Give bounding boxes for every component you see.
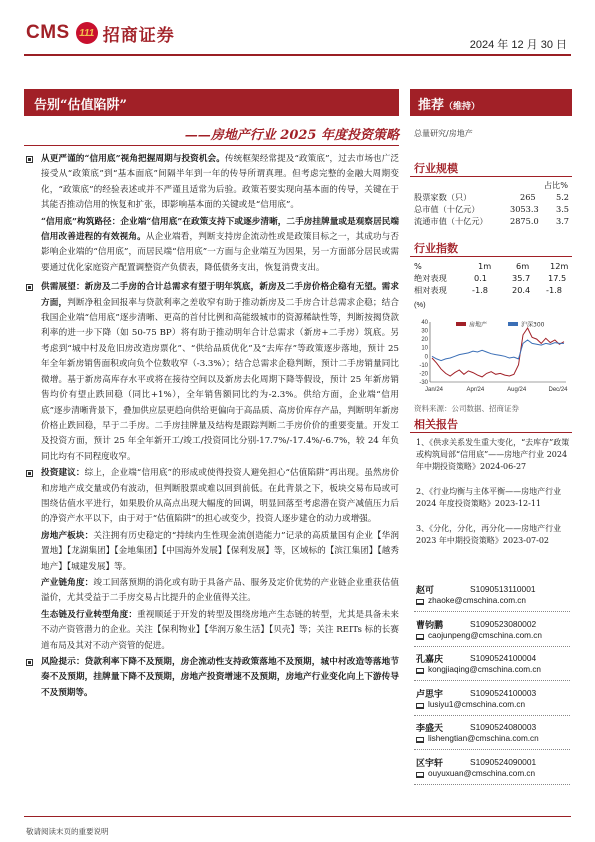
basic-header-row <box>414 180 570 192</box>
logo-badge-icon: 111 <box>76 22 98 44</box>
paragraph-text: 传统框架经常提及“政策底”，过去市场也广泛接受从“政策底”到“基本面底”间隔半年到一年的传导所谓真理。但考虑完整的金融大周期变化，“政策底”的经验表述或并不严谨且适常为后验。政策若要实现向基本面的传导，关键在于其能否推动信用的恢复和扩张，即影响基本面的关键或是“信用底”。 <box>41 154 400 211</box>
analyst-email[interactable]: kongjiaqing@cmschina.com.cn <box>428 665 541 674</box>
perf-row <box>414 285 570 297</box>
perf-header: 12m <box>550 261 569 271</box>
analyst-divider <box>414 646 570 647</box>
paragraph-supply-demand <box>26 280 399 465</box>
basic-row-pct: 3.7 <box>556 216 570 226</box>
chart-y-tick-label: 40 <box>421 320 428 326</box>
chart-series-line-1 <box>432 340 564 361</box>
mail-icon <box>416 634 424 640</box>
mail-icon <box>416 668 424 674</box>
section-title-reports: 相关报告 <box>414 418 458 431</box>
research-category: 总量研究/房地产 <box>414 129 473 138</box>
paragraph-credit-path <box>26 215 399 277</box>
mail-icon <box>416 703 424 709</box>
bullet-icon <box>26 659 33 666</box>
related-report-item[interactable]: 2、《行业均衡与主体平衡——房地产行业 2024 年度投资策略》2023-12-11 <box>416 487 562 509</box>
paragraph-text: 判断净租金回报率与贷款利率之差收窄有助于推动新房及二手房合计总需求企稳；结合我国企业端“信用底”逐步清晰、更高的首付比例和高能级城市的资源稀缺性等，判断按揭贷款利率的进一步下降（如 50-75 BP）将有助于推动明年合计总需求（新房+二手房）筑底。另考虑到“城中村及危旧房改造房票化”、“供给品质优化”及“去库存”等政策逐步落地，预计 25 年全年新房销售面积或向负个位数收窄（-3.3%）；结合总需求企稳判断，预计二手房销量同比微增。基于新房高库存水平或将在接待空间以及新房去化周期下降等假设，预计 25 年新房销售均价有望止跌回稳（同比+1%），全年销售额同比约为-2.3%。供给方面，企业端“信用底”逐步清晰背景下，叠加供应层更趋向供给更偏向于高品质、高房价库存产品，判断明年新房价格止跌回稳，早于二手房。二手房挂牌量及结构是跟踪判断二手房价价的重要变量。开发工及投资方面，预计 25 年全年新开工/竣工/投资同比分别-17.7%/-17.4%/-6.7%，较 24 年负同比均有不同程度收窄。 <box>41 297 399 462</box>
paragraph-lead: 产业链角度： <box>41 577 94 588</box>
analyst-email[interactable]: ouyuxuan@cmschina.com.cn <box>428 768 536 778</box>
rating-label: 推荐 <box>418 98 445 113</box>
mail-icon <box>416 737 424 743</box>
perf-row-label: 相对表现 <box>414 285 447 295</box>
title-band <box>24 89 399 116</box>
basic-row-label: 流通市值（十亿元） <box>414 216 488 226</box>
perf-row-value: 0.1 <box>474 273 488 283</box>
section-divider <box>410 176 572 177</box>
bullet-icon <box>26 156 33 163</box>
analyst-name: 曹钧鹏 <box>416 620 444 631</box>
chart-legend-label: 沪深300 <box>521 321 545 329</box>
perf-row-value: 17.5 <box>548 273 567 283</box>
chart-y-tick-label: 20 <box>421 337 428 344</box>
paragraph-lead: 供需展望：新房及二手房的合计总需求有望于明年筑底，新房及二手房价格企稳有无望。需求方面， <box>41 282 399 308</box>
chart-x-tick-label: Aug/24 <box>507 387 527 393</box>
perf-row-value: -1.8 <box>546 285 562 295</box>
analyst-name: 卢思宇 <box>416 689 444 700</box>
chart-legend-label: 房地产 <box>469 321 488 329</box>
footer-divider <box>24 816 571 817</box>
section-title-performance: 行业指数 <box>414 242 458 255</box>
report-body <box>26 152 399 702</box>
rating-sub: （维持） <box>444 102 481 112</box>
subtitle-divider <box>24 145 399 146</box>
paragraph-lead: 投资建议： <box>41 468 85 479</box>
analyst-email[interactable]: zhaoke@cmschina.com.cn <box>428 596 526 605</box>
perf-header-row <box>414 261 570 273</box>
analyst-cert-id: S1090524100003 <box>470 687 537 698</box>
perf-header: 1m <box>478 261 492 271</box>
analyst-email[interactable]: caojunpeng@cmschina.com.cn <box>428 630 542 640</box>
analyst-cert-id: S1090513110001 <box>470 584 536 594</box>
bullet-icon <box>26 470 33 477</box>
report-title: 告别“估值陷阱” <box>34 98 127 113</box>
section-divider <box>410 256 572 257</box>
chart-y-tick-label: -20 <box>419 371 428 378</box>
section-title-scale: 行业规模 <box>414 162 458 175</box>
bullet-icon <box>26 284 33 291</box>
paragraph-text: 综上，企业端“信用底”的形成或使得投资人避免担心“估值陷阱”再出现。虽然房价和房地产成交量或仍有波动，但判断股票或难以回到前低。在此背景之下，板块交易布局或可围绕估值水平进行，如果股价从高点出现大幅度的回调，明显回落至考虑潜在资产减值压力后的净资产水平以下，由于对于“估值陷阱”的担心或变少，投资人逐步建仓的动力或增强。 <box>41 468 399 525</box>
paragraph-lead: “信用底”构筑路径：企业端“信用底”在政策支持下或逐步清晰，二手房挂牌量或是观察居民端信用改善进程的有效视角。 <box>41 216 399 243</box>
perf-header: % <box>414 261 422 271</box>
related-report-item[interactable]: 3、《分化，分化，再分化——房地产行业2023 年中期投资策略》2023-07-02 <box>416 524 562 546</box>
footer-note: 敬请阅读末页的重要说明 <box>26 827 109 836</box>
basic-row-value: 3053.3 <box>510 204 539 214</box>
paragraph-text: 关注拥有历史稳定的“持续内生性现金流创造能力”记录的高质量国有企业【华润置地】【龙湖集团】【金地集团】【中国海外发展】【保利发展】等，区域标的【滨江集团】【越秀地产】【城建发展】等。 <box>41 530 399 572</box>
perf-header: 6m <box>516 261 530 271</box>
paragraph-lead: 房地产板块： <box>41 530 94 541</box>
analyst-cert-id: S1090523080002 <box>470 618 537 629</box>
basic-row <box>414 192 570 204</box>
paragraph-text: 竣工回落预期的消化或有助于具备产品、服务及定价优势的产业链企业重获估值溢价，尤其受益于二手房交易占比提升的企业值得关注。 <box>41 577 399 604</box>
logo-text-en: CMS <box>26 22 70 43</box>
analyst-email[interactable]: lusiyu1@cmschina.com.cn <box>428 699 526 709</box>
paragraph-industry-chain <box>26 576 399 607</box>
chart-y-tick-label: -30 <box>419 380 428 386</box>
chart-ylabel: (%) <box>414 300 426 309</box>
company-logo <box>26 20 175 46</box>
basic-row-label: 总市值（十亿元） <box>414 204 480 214</box>
paragraph-investment-advice <box>26 466 399 528</box>
chart-y-tick-label: -10 <box>419 362 428 369</box>
mail-icon <box>416 772 424 778</box>
chart-source: 资料来源：公司数据、招商证券 <box>414 404 519 413</box>
basic-row <box>414 204 570 216</box>
chart-y-tick-label: 0 <box>424 354 428 361</box>
report-subtitle: ——房地产行业 2025 年度投资策略 <box>184 128 399 143</box>
chart-legend-swatch <box>508 322 518 326</box>
analyst-divider <box>414 715 570 716</box>
section-divider <box>410 432 572 433</box>
paragraph-text: 从企业端看，判断支持房企流动性或是政策目标之一，其成功与否影响企业端的“信用底”，而居民端“信用底”一方面与企业端互为因果，另一方面部分居民或需要通过优化家庭资产配置调整资产负债表，降低债务支出，恢复消费支出。 <box>41 232 399 273</box>
rating-band <box>410 89 572 116</box>
basic-row-pct: 5.2 <box>556 192 570 202</box>
chart-x-tick-label: Dec/24 <box>548 387 568 393</box>
analyst-divider <box>414 611 570 612</box>
perf-row-label: 绝对表现 <box>414 273 447 283</box>
paragraph-ecosystem <box>26 608 399 654</box>
paragraph-risk <box>26 655 399 701</box>
analyst-cert-id: S1090524090001 <box>470 756 537 767</box>
basic-header-pct: 占比% <box>543 180 568 190</box>
chart-x-tick-label: Apr/24 <box>466 387 485 393</box>
analyst-email[interactable]: lishengtian@cmschina.com.cn <box>428 734 539 743</box>
basic-row-pct: 3.5 <box>556 204 570 214</box>
basic-row-label: 股票家数（只） <box>414 192 472 202</box>
chart-y-tick-label: 10 <box>421 345 428 352</box>
analyst-divider <box>414 784 570 785</box>
logo-text-cn: 招商证券 <box>102 25 175 46</box>
analyst-divider <box>414 749 570 750</box>
analyst-divider <box>414 680 570 681</box>
basic-row <box>414 216 570 228</box>
chart-x-tick-label: Jan/24 <box>424 387 444 393</box>
related-report-item[interactable]: 1、《供求关系发生重大变化，“去库存”政策或构筑局部“信用底”——房地产行业 2024 年中期投资策略》2024-06-27 <box>416 438 570 472</box>
analyst-name: 李盛天 <box>416 724 444 734</box>
perf-row-value: 20.4 <box>512 285 531 295</box>
analyst-name: 孔嘉庆 <box>416 655 444 665</box>
paragraph-lead: 风险提示：贷款利率下降不及预期，房企流动性支持政策落地不及预期，城中村改造等落地节奏不及预期，挂牌量下降不及预期，房地产投资增速不及预期，房地产行业变化向上下游传导不及预期等。 <box>41 657 399 698</box>
analyst-name: 区宇轩 <box>416 758 444 769</box>
basic-row-value: 2875.0 <box>510 216 539 226</box>
paragraph-lead: 生态链及行业转型角度： <box>41 609 138 620</box>
paragraph-text: 重视顺延于开发的转型及围绕房地产生态链的转型，尤其是具备未来不动产资管潜力的企业。关注【保利物业】【华润万象生活】【贝壳】等；关注 REITs 标的长赛道布局及其对不动产资管的促进。 <box>41 609 399 651</box>
perf-row <box>414 273 570 285</box>
analyst-cert-id: S1090524080003 <box>470 722 537 732</box>
chart-series-line-0 <box>432 328 564 377</box>
mail-icon <box>416 599 424 605</box>
chart-legend-swatch <box>456 322 466 326</box>
analyst-cert-id: S1090524100004 <box>470 653 537 663</box>
paragraph-lead: 从更严谨的“信用底”视角把握周期与投资机会。 <box>41 154 225 164</box>
analyst-name: 赵可 <box>416 586 435 596</box>
paragraph-property-sector <box>26 529 399 575</box>
chart-y-tick-label: 30 <box>421 328 428 335</box>
index-performance-chart <box>414 318 570 394</box>
paragraph-credit-bottom <box>26 152 399 214</box>
report-date: 2024 年 12 月 30 日 <box>469 39 567 51</box>
header-divider <box>24 54 571 56</box>
perf-row-value: -1.8 <box>472 285 488 295</box>
basic-row-value: 265 <box>520 192 536 202</box>
perf-row-value: 35.7 <box>512 273 531 283</box>
